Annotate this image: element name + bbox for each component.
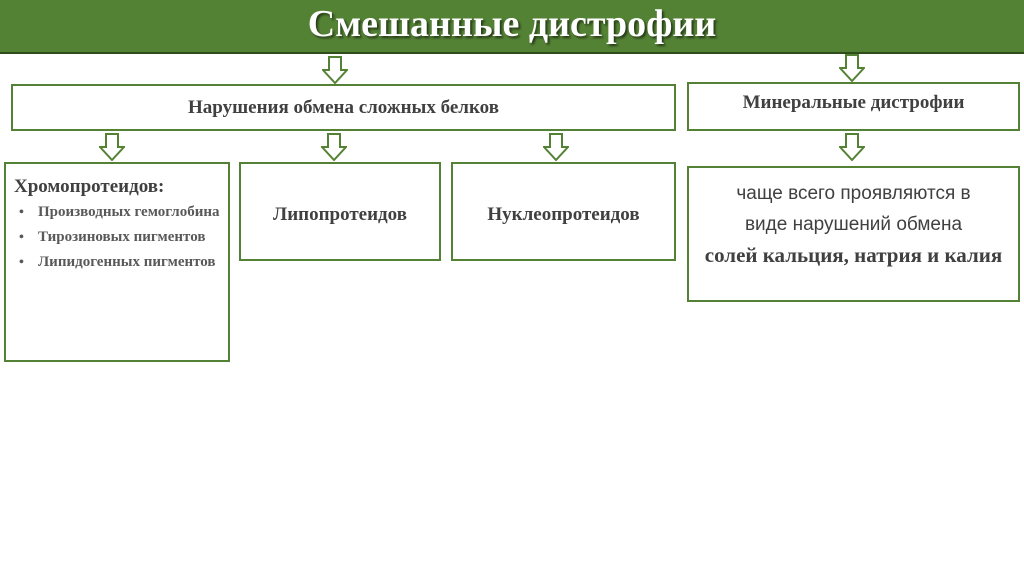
down-arrow-icon [839,133,865,161]
chromoproteins-box [4,162,230,362]
nucleoproteins-box [451,162,676,261]
title-bar [0,0,1024,52]
down-arrow-icon [321,133,347,161]
mineral-dystrophy-label: Минеральные дистрофии [742,92,965,113]
page-title: Смешанные дистрофии [307,3,717,45]
bullet-icon: • [19,205,24,220]
down-arrow-icon [322,56,348,84]
lipoproteins-label: Липопротеидов [273,204,407,225]
list-item: • Тирозиновых пигментов [16,225,228,250]
protein-metabolism-label: Нарушения обмена сложных белков [188,96,499,118]
down-arrow-icon [543,133,569,161]
list-item: • Производных гемоглобина [16,200,228,225]
protein-metabolism-box [11,84,676,131]
mineral-dystrophy-box [687,82,1020,131]
lipoproteins-box [239,162,441,261]
down-arrow-icon [839,54,865,82]
bullet-icon: • [19,230,24,245]
title-bar-underline [0,52,1024,54]
list-item: • Липидогенных пигментов [16,250,228,275]
bullet-icon: • [19,255,24,270]
mineral-description-box [687,166,1020,302]
chromoproteins-title: Хромопротеидов: [14,176,165,197]
nucleoproteins-label: Нуклеопротеидов [487,204,640,225]
down-arrow-icon [99,133,125,161]
mineral-description: чаще всего проявляются в виде нарушений обмена солей кальция, натрия и калия [689,168,1018,271]
mineral-salts: солей кальция, натрия и калия [704,243,1003,267]
chromoproteins-list [6,200,228,275]
